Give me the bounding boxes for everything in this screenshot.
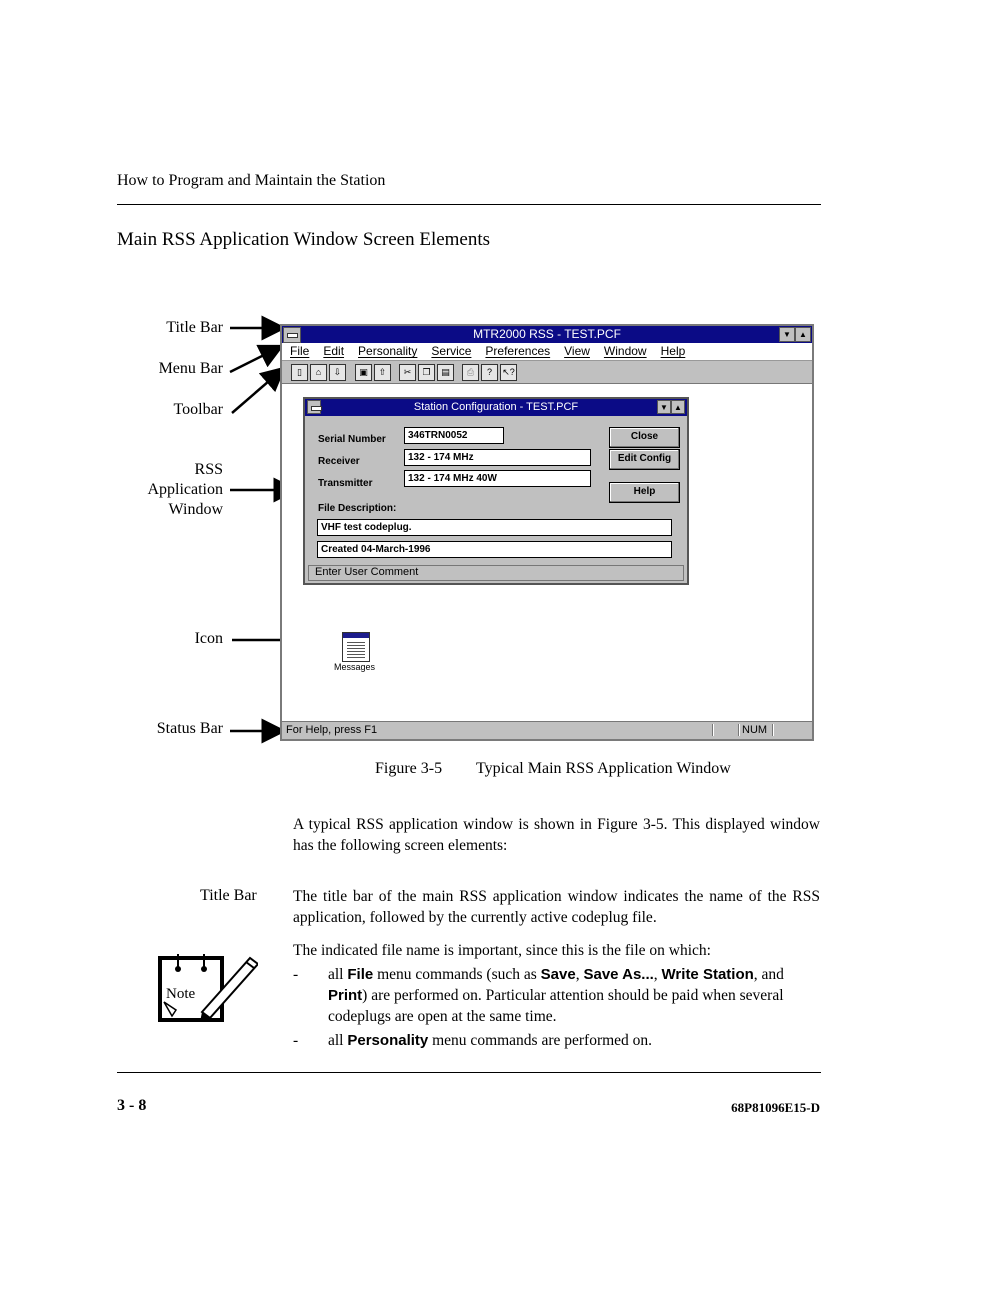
cut-icon[interactable]: ✂ <box>399 364 416 381</box>
menu-window[interactable]: Window <box>603 344 647 358</box>
bullet-2: all Personality menu commands are performed on. <box>328 1032 653 1049</box>
receiver-label: Receiver <box>318 456 360 467</box>
doc-number: 68P81096E15-D <box>731 1100 820 1115</box>
menu-view[interactable]: View <box>564 344 590 358</box>
dialog-minimize-icon[interactable]: ▼ <box>657 400 671 414</box>
transmitter-field[interactable]: 132 - 174 MHz 40W <box>404 470 591 487</box>
running-header: How to Program and Maintain the Station <box>117 172 386 189</box>
status-num-indicator: NUM <box>742 724 768 736</box>
menu-service[interactable]: Service <box>431 344 472 358</box>
minimize-icon[interactable]: ▼ <box>779 327 795 342</box>
menu-personality[interactable]: Personality <box>358 344 418 358</box>
app-client-area <box>282 384 812 722</box>
arrow-menu-bar <box>230 346 282 372</box>
callout-rss-app-window: RSS Application Window <box>147 461 223 518</box>
messages-icon[interactable] <box>342 632 370 662</box>
receiver-field[interactable]: 132 - 174 MHz <box>404 449 591 466</box>
description-line-2[interactable]: Created 04-March-1996 <box>317 541 672 558</box>
serial-number-field[interactable]: 346TRN0052 <box>404 427 504 444</box>
save-icon[interactable]: ▣ <box>355 364 372 381</box>
side-heading-title-bar: Title Bar <box>200 887 257 904</box>
dialog-title: Station Configuration - TEST.PCF <box>413 401 579 413</box>
app-title-bar[interactable] <box>282 326 812 343</box>
callout-icon: Icon <box>194 630 223 647</box>
dialog-system-menu-icon[interactable] <box>307 400 321 414</box>
copy-icon[interactable]: ❐ <box>418 364 435 381</box>
write-station-icon[interactable]: ⇧ <box>374 364 391 381</box>
print-icon[interactable]: ⎙ <box>462 364 479 381</box>
menu-file[interactable]: File <box>290 344 310 358</box>
callout-status-bar: Status Bar <box>156 720 223 737</box>
section-title: Main RSS Application Window Screen Elements <box>117 229 491 250</box>
bullet-dash-1: - <box>293 966 299 983</box>
footer-rule <box>117 1072 821 1073</box>
callout-menu-bar: Menu Bar <box>158 360 223 377</box>
edit-config-button[interactable]: Edit Config <box>609 449 680 470</box>
menu-help[interactable]: Help <box>660 344 686 358</box>
help-button[interactable]: Help <box>609 482 680 503</box>
app-title: MTR2000 RSS - TEST.PCF <box>473 327 621 341</box>
menu-preferences[interactable]: Preferences <box>485 344 551 358</box>
read-station-icon[interactable]: ⇩ <box>329 364 346 381</box>
open-file-icon[interactable]: ⌂ <box>310 364 327 381</box>
close-button[interactable]: Close <box>609 427 680 448</box>
intro-paragraph: A typical RSS application window is shown in Figure 3-5. This displayed window has the following screen elements: <box>293 816 820 854</box>
new-file-icon[interactable]: ▯ <box>291 364 308 381</box>
page-number: 3 - 8 <box>117 1097 147 1114</box>
station-config-dialog <box>303 397 689 585</box>
callout-title-bar: Title Bar <box>166 319 223 336</box>
transmitter-label: Transmitter <box>318 478 373 489</box>
system-menu-icon[interactable] <box>283 327 301 343</box>
file-description-label: File Description: <box>318 503 397 514</box>
title-bar-paragraph: The title bar of the main RSS application window indicates the name of the RSS application, followed by the currently active codeplug file. <box>293 888 820 926</box>
app-menu-bar <box>282 343 812 361</box>
app-toolbar <box>282 361 812 384</box>
dialog-maximize-icon[interactable]: ▲ <box>671 400 685 414</box>
serial-number-label: Serial Number <box>318 434 386 445</box>
paste-icon[interactable]: ▤ <box>437 364 454 381</box>
help-icon[interactable]: ? <box>481 364 498 381</box>
callout-toolbar: Toolbar <box>173 401 223 418</box>
context-help-icon[interactable]: ↖? <box>500 364 517 381</box>
status-help-text: For Help, press F1 <box>286 724 378 736</box>
figure-number: Figure 3-5 <box>375 760 443 777</box>
arrow-toolbar <box>232 368 284 413</box>
note-label: Note <box>166 986 196 1002</box>
dialog-status-bar: Enter User Comment <box>308 565 684 581</box>
dialog-title-bar[interactable] <box>305 399 687 416</box>
note-icon <box>158 954 258 1024</box>
figure-caption: Typical Main RSS Application Window <box>476 760 731 777</box>
menu-edit[interactable]: Edit <box>323 344 345 358</box>
description-line-1[interactable]: VHF test codeplug. <box>317 519 672 536</box>
rss-app-window <box>280 324 814 741</box>
maximize-icon[interactable]: ▲ <box>795 327 811 342</box>
app-status-bar <box>282 721 812 739</box>
bullet-1: all File menu commands (such as Save, Save As..., Write Station, and Print) are performed on. Particular attention should be paid when several codeplugs are open at the same time. <box>328 966 784 1025</box>
bullet-dash-2: - <box>293 1032 299 1049</box>
messages-icon-label: Messages <box>334 662 376 672</box>
important-paragraph: The indicated file name is important, since this is the file on which: <box>293 942 711 959</box>
